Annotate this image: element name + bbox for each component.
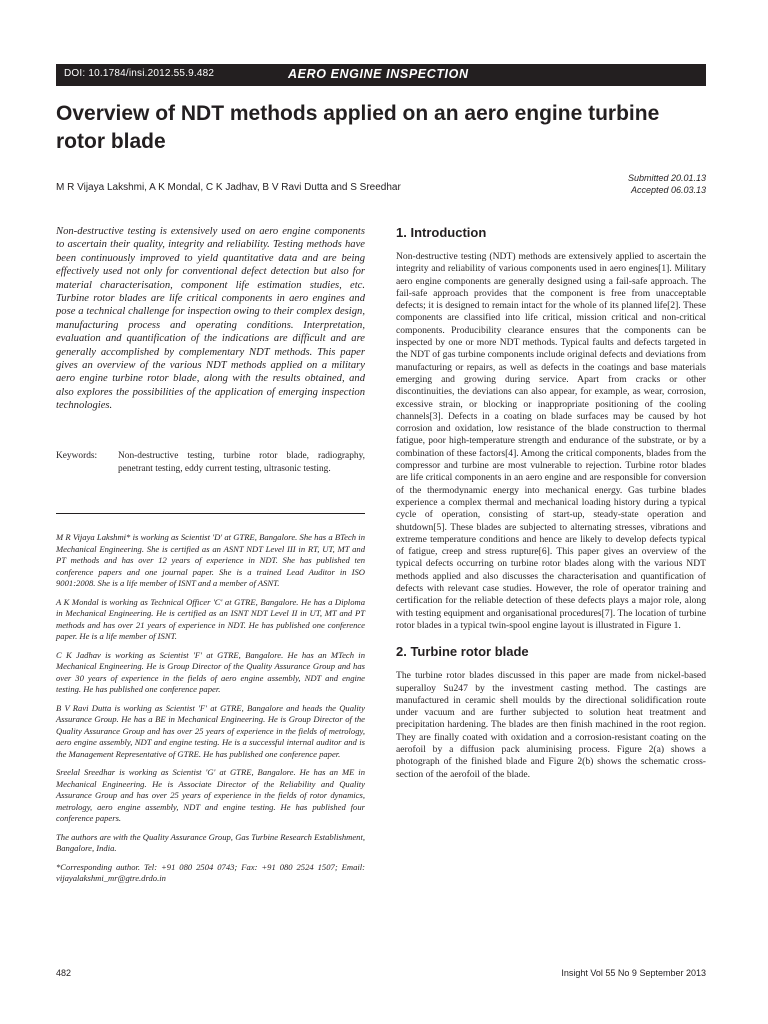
bio-sreedhar: Sreelal Sreedhar is working as Scientist 'G' at GTRE, Bangalore. He has an ME in Mechanical Engineering. He is Associate Director of the Reliability and Quality Assurance Group and has over 25 years of experience in the fields of rotor dynamics, metrology, aero engine assembly, NDT and engine testing. He has published four conference papers. xyxy=(56,767,365,823)
keywords-label: Keywords: xyxy=(56,451,98,461)
corresponding-author[interactable]: *Corresponding author. Tel: +91 080 2504 0743; Fax: +91 080 2524 1507; Email: vijayalakshmi_mr@gtre.drdo.in xyxy=(56,861,365,883)
page-number: 482 xyxy=(56,968,72,978)
keywords-text: Non-destructive testing, turbine rotor blade, radiography, penetrant testing, eddy current testing, ultrasonic testing. xyxy=(118,451,365,474)
section-name: AERO ENGINE INSPECTION xyxy=(288,67,469,81)
bio-mondal: A K Mondal is working as Technical Officer 'C' at GTRE, Bangalore. He has a Diploma in Mechanical Engineering. He is certified as an ISNT NDT Level II in UT, MT and PT methods and has over 21 years of experience in NDT. He has published one conference paper. He is a life member of ISNT. xyxy=(56,596,365,641)
submitted-date: Submitted 20.01.13 xyxy=(627,173,706,183)
abstract: Non-destructive testing is extensively used on aero engine components to ascertain their quality, integrity and reliability. Testing methods have been continuously improved to yield quantitative data and are being effectively used not only for conventional defect detection but also for material characterisation, component life estimation studies, etc. Turbine rotor blades are life critical components in aero engines and pose a technical challenge for inspection owing to their complex design, manufacturing process and operating conditions. Interpretation, evaluation and quantification of the indications are difficult and are generally accomplished by complementary NDT methods. This paper gives an overview of the various NDT methods applied on a military aero engine turbine rotor blade, along with the results obtained, and also explores the possibilities of the application of emerging inspection technologies. xyxy=(56,226,365,412)
section-heading-introduction: 1. Introduction xyxy=(396,225,487,240)
author-list: M R Vijaya Lakshmi, A K Mondal, C K Jadhav, B V Ravi Dutta and S Sreedhar xyxy=(56,182,401,193)
divider xyxy=(56,513,365,514)
introduction-paragraph: Non-destructive testing (NDT) methods are extensively applied to ascertain the integrity and reliability of various components used in aero engines[1]. Military aero engine components are generally designed using a fail-safe approach. The fail-safe approach provides that the component is free from unacceptable defects; it is designed to remain intact for the whole of its planned life[2]. These components are classified into life critical, mission critical and non-critical components. Producibility clearance ensures that the components can be inspected by one or more NDT methods. Typical faults and defects targeted in the NDT of gas turbine components include original defects and deviations from manufacturing or repairs, as well as defects in the coatings and base materials emerging and growing during service. Apart from cracks or other discontinuities, the deviations can also appear, for example, as wear, corrosion, excessive strain, or blocking or inappropriate positioning of the cooling channels[3]. Defects in a coating on blade surfaces may be caused by hot corrosion and oxidation, low resistance of the blade construction to thermal fatigue, poor high-temperature strength and endurance of the substrate, or by a combination of these factors[4]. Among the critical components, blades from the compressor and turbine are most vulnerable to rejection. Turbine rotor blades are life critical components in an aero engine and are responsible for conversion of the thermodynamic energy into mechanical energy. Gas turbine blades experience a complex thermal and mechanical loading history during a typical cycle of operation, consisting of start-up, steady-state operation and shutdown[5]. These blades are subjected to alternating stresses, vibrations and extreme temperature conditions and hence are likely to develop defects typical of fatigue, creep and stress rupture[6]. This paper gives an overview of the typical defects occurring on turbine rotor blades along with the various NDT methods applied and also discusses the characterisation and quantification of defects with relevant case studies. However, the role of operator training and certification for the reliable detection of these defects plays a major role, along with testing equipment and organisational procedures[7]. The location of turbine rotor blades in a typical twin-spool engine layout is illustrated in Figure 1. xyxy=(396,251,706,631)
section-heading-turbine-rotor-blade: 2. Turbine rotor blade xyxy=(396,644,529,660)
article-title: Overview of NDT methods applied on an aero engine turbine rotor blade xyxy=(56,102,660,153)
turbine-blade-paragraph: The turbine rotor blades discussed in this paper are made from nickel-based superalloy Su247 by the investment casting method. The castings are manufactured in ceramic shell moulds by the directional solidification route under vacuum and are further subjected to solution heat treatment and precipitation hardening. The blades are then finish machined in the root region. They are finally coated with oxidation and a corrosion-resistant coating on the aerofoil by a diffusion pack aluminising process. Figure 2(a) shows a photograph of the finished blade and Figure 2(b) shows the schematic cross-section of the aerofoil of the blade. xyxy=(396,670,706,780)
affiliation-note: The authors are with the Quality Assurance Group, Gas Turbine Research Establishment, Bangalore, India. xyxy=(56,831,365,853)
journal-header-bar xyxy=(56,64,706,86)
bio-ravi-dutta: B V Ravi Dutta is working as Scientist 'F' at GTRE, Bangalore and heads the Quality Assurance Group. He has a BE in Mechanical Engineering. He is Group Director of the Quality Assurance Group and has over 25 years of experience in the fields of metrology, aero engine assembly, NDT and engine testing. He is a successful internal auditor and is the Management Representative of GTRE. He has published one conference paper. xyxy=(56,702,365,759)
author-bios xyxy=(56,532,365,892)
submission-dates xyxy=(628,172,706,196)
accepted-date: Accepted 06.03.13 xyxy=(630,185,706,195)
bio-jadhav: C K Jadhav is working as Scientist 'F' at GTRE, Bangalore. He has an MTech in Mechanical Engineering. He is Group Director of the Quality Assurance Group and has over 30 years of experience in the fields of aero engine assembly, NDT and engine testing. He has published one conference paper. xyxy=(56,649,365,694)
journal-issue: Insight Vol 55 No 9 September 2013 xyxy=(561,968,706,978)
bio-vijaya-lakshmi: M R Vijaya Lakshmi* is working as Scientist 'D' at GTRE, Bangalore. She has a BTech in Mechanical Engineering. She is certified as an ASNT NDT Level III in RT, UT, MT and PT methods and has over 12 years of experience in NDT. She has published ten conference papers and one journal paper. She is a trained Lead Auditor in ISO 9001:2008. She is a life member of ISNT and a member of ASNT. xyxy=(56,532,365,588)
doi-label[interactable]: DOI: 10.1784/insi.2012.55.9.482 xyxy=(64,68,215,79)
main-text-column xyxy=(396,225,706,781)
